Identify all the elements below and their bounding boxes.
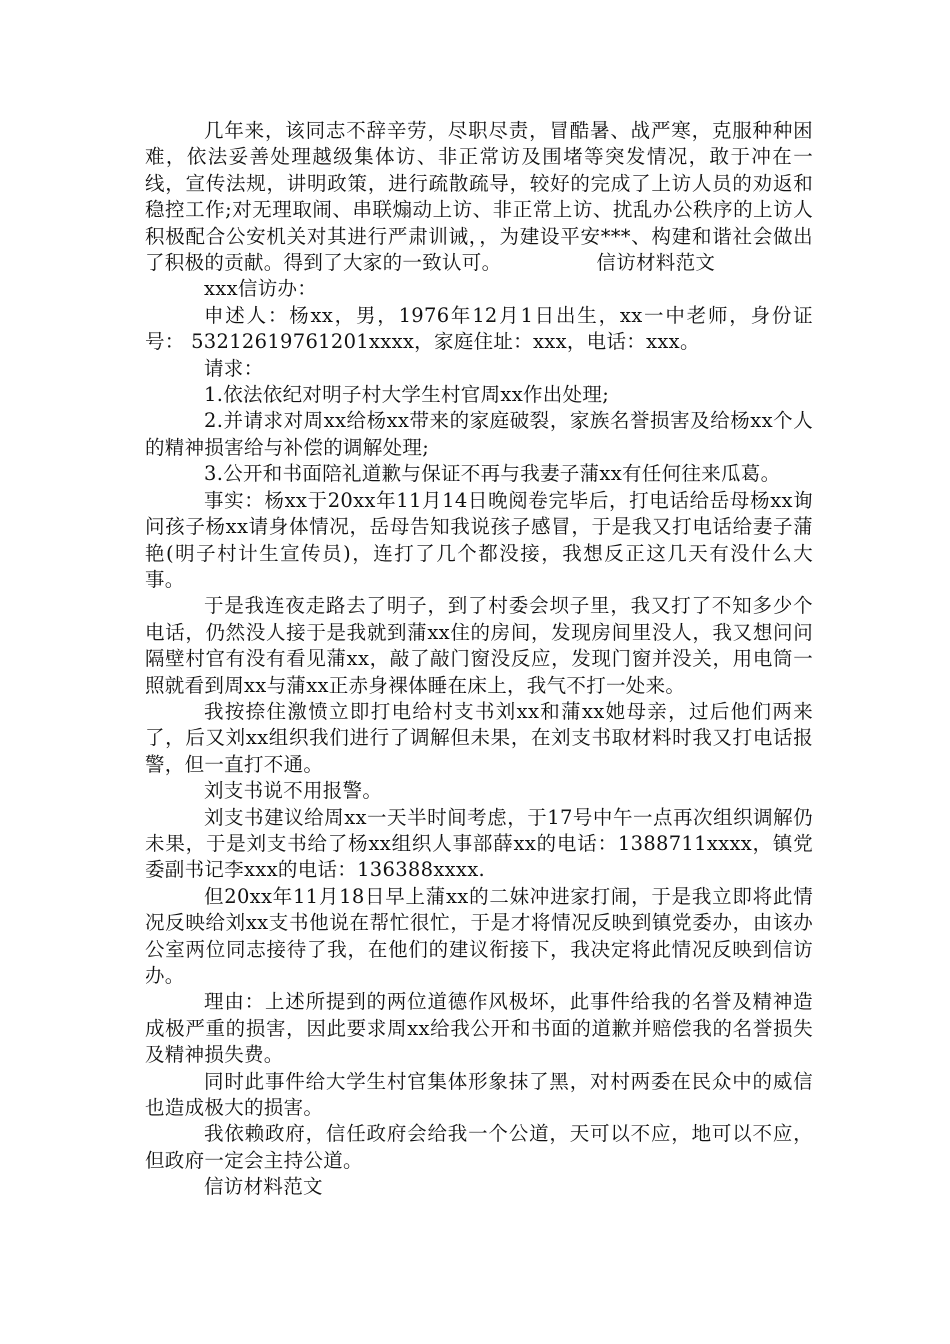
facts-paragraph-4: 刘支书说不用报警。 bbox=[204, 779, 383, 803]
request-item-1: 1.依法依纪对明子村大学生村官周xx作出处理; bbox=[204, 383, 610, 407]
request-item-3: 3.公开和书面陪礼道歉与保证不再与我妻子蒲xx有任何往来瓜葛。 bbox=[204, 462, 781, 486]
facts-paragraph-2: 于是我连夜走路去了明子，到了村委会坝子里，我又打了不知多少个电话，仍然没人接于是我就到蒲xx住的房间，发现房间里没人，我又想问问隔壁村官有没有看见蒲xx，敲了敲门窗没反应，发现门窗并没关，用电筒一照就看到周xx与蒲xx正赤身裸体睡在床上，我气不打一处来。 bbox=[145, 594, 813, 697]
paragraph-praise-text: 几年来，该同志不辞辛劳，尽职尽责，冒酷暑、战严寒，克服种种困难，依法妥善处理越级集体访、非正常访及围堵等突发情况，敢于冲在一线，宣传法规，讲明政策，进行疏散疏导，较好的完成了上访人员的劝返和稳控工作;对无理取闹、串联煽动上访、非正常上访、扰乱办公秩序的上访人积极配合公安机关对其进行严肃训诫，，为建设平安***、构建和谐社会做出了积极的贡献。得到了大家的一致认可。 bbox=[145, 119, 813, 275]
facts-paragraph-5: 刘支书建议给周xx一天半时间考虑，于17号中午一点再次组织调解仍未果，于是刘支书给了杨xx组织人事部薛xx的电话：1388711xxxx，镇党委副书记李xxx的电话：136388xxxx. bbox=[145, 805, 813, 882]
addressee-line: xxx信访办： bbox=[204, 277, 318, 301]
facts-paragraph-3: 我按捺住激愤立即打电给村支书刘xx和蒲xx她母亲，过后他们两来了，后又刘xx组织我们进行了调解但未果，在刘支书取材料时我又打电话报警，但一直打不通。 bbox=[145, 699, 813, 776]
document-body bbox=[145, 118, 813, 1201]
petitioner-info: 申述人：杨xx，男，1976年12月1日出生，xx一中老师，身份证号： 53212619761201xxxx，家庭住址：xxx，电话：xxx。 bbox=[145, 303, 813, 354]
request-item-2: 2.并请求对周xx给杨xx带来的家庭破裂，家族名誉损害及给杨xx个人的精神损害给与补偿的调解处理; bbox=[145, 409, 813, 459]
closing-paragraph: 我依赖政府，信任政府会给我一个公道，天可以不应，地可以不应，但政府一定会主持公道。 bbox=[145, 1122, 813, 1172]
closing-heading: 信访材料范文 bbox=[204, 1175, 323, 1199]
reasons-paragraph-2: 同时此事件给大学生村官集体形象抹了黑，对村两委在民众中的威信也造成极大的损害。 bbox=[145, 1069, 813, 1120]
reasons-paragraph-1: 理由：上述所提到的两位道德作风极坏，此事件给我的名誉及精神造成极严重的损害，因此要求周xx给我公开和书面的道歉并赔偿我的名誉损失及精神损失费。 bbox=[145, 990, 813, 1067]
facts-paragraph-1: 事实：杨xx于20xx年11月14日晚阅卷完毕后，打电话给岳母杨xx询问孩子杨xx请身体情况，岳母告知我说孩子感冒，于是我又打电话给妻子蒲艳(明子村计生宣传员)，连打了几个都没接，我想反正这几天有没什么大事。 bbox=[145, 488, 813, 591]
requests-heading: 请求： bbox=[204, 356, 264, 380]
facts-paragraph-6: 但20xx年11月18日早上蒲xx的二妹冲进家打闹，于是我立即将此情况反映给刘xx支书他说在帮忙很忙，于是才将情况反映到镇党委办，由该办公室两位同志接待了我，在他们的建议衔接下，我决定将此情况反映到信访办。 bbox=[145, 884, 813, 987]
section-heading-sample: 信访材料范文 bbox=[596, 251, 716, 275]
paragraph-praise bbox=[145, 118, 813, 276]
